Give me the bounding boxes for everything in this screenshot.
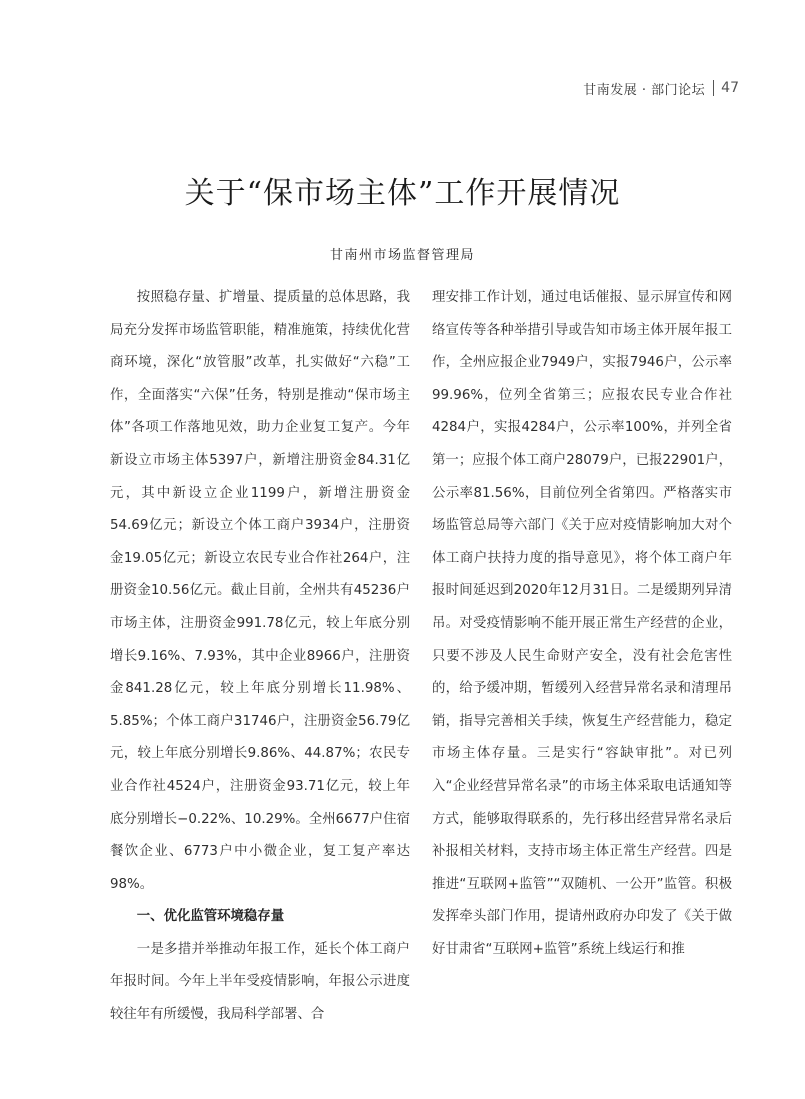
header-divider bbox=[713, 80, 714, 96]
body-paragraph: 理安排工作计划，通过电话催报、显示屏宣传和网络宣传等各种举措引导或告知市场主体开展年报工作，全州应报企业7949户，实报7946户，公示率99.96%，位列全省第三；应报农民专业合作社4284户，实报4284户，公示率100%，并列全省第一；应报个体工商户28079户，已报22901户，公示率81.56%，目前位列全省第四。严格落实市场监管总局等六部门《关于应对疫情影响加大对个体工商户扶持力度的指导意见》，将个体工商户年报时间延迟到2020年12月31日。二是缓期列异清吊。对受疫情影响不能开展正常生产经营的企业，只要不涉及人民生命财产安全，没有社会危害性的，给予缓冲期，暂缓列入经营异常名录和清理吊销，指导完善相关手续，恢复生产经营能力，稳定市场主体存量。三是实行“容缺审批”。对已列入“企业经营异常名录”的市场主体采取电话通知等方式，能够取得联系的，先行移出经营异常名录后补报相关材料，支持市场主体正常生产经营。四是推进“互联网+监管”“双随机、一公开”监管。积极发挥牵头部门作用，提请州政府办印发了《关于做好甘肃省“互联网+监管”系统上线运行和推 bbox=[432, 290, 732, 957]
body-paragraph: 一是多措并举推动年报工作，延长个体工商户年报时间。今年上半年受疫情影响，年报公示进度较往年有所缓慢，我局科学部署、合 bbox=[110, 941, 410, 1023]
right-column bbox=[432, 282, 732, 966]
running-header bbox=[583, 78, 739, 98]
article-author: 甘南州市场监督管理局 bbox=[329, 248, 475, 263]
left-column bbox=[110, 282, 410, 1032]
body-paragraph: 按照稳存量、扩增量、提质量的总体思路，我局充分发挥市场监管职能，精准施策，持续优化营商环境，深化“放管服”改革，扎实做好“六稳”工作，全面落实“六保”任务，特别是推动“保市场主体”各项工作落地见效，助力企业复工复产。今年新设立市场主体5397户，新增注册资金84.31亿元，其中新设立企业1199户，新增注册资金54.69亿元；新设立个体工商户3934户，注册资金19.05亿元；新设立农民专业合作社264户，注册资金10.56亿元。截止目前，全州共有45236户市场主体，注册资金991.78亿元，较上年底分别增长9.16%、7.93%，其中企业8966户，注册资金841.28亿元，较上年底分别增长11.98%、5.85%；个体工商户31746户，注册资金56.79亿元，较上年底分别增长9.86%、44.87%；农民专业合作社4524户，注册资金93.71亿元，较上年底分别增长−0.22%、10.29%。全州6677户住宿餐饮企业、6773户中小微企业，复工复产率达98%。 bbox=[110, 290, 410, 892]
section-heading: 一、优化监管环境稳存量 bbox=[136, 909, 285, 925]
header-section-title: 甘南发展 · 部门论坛 bbox=[583, 82, 706, 98]
article-title: 关于“保市场主体”工作开展情况 bbox=[184, 176, 621, 211]
page-number: 47 bbox=[721, 80, 739, 96]
